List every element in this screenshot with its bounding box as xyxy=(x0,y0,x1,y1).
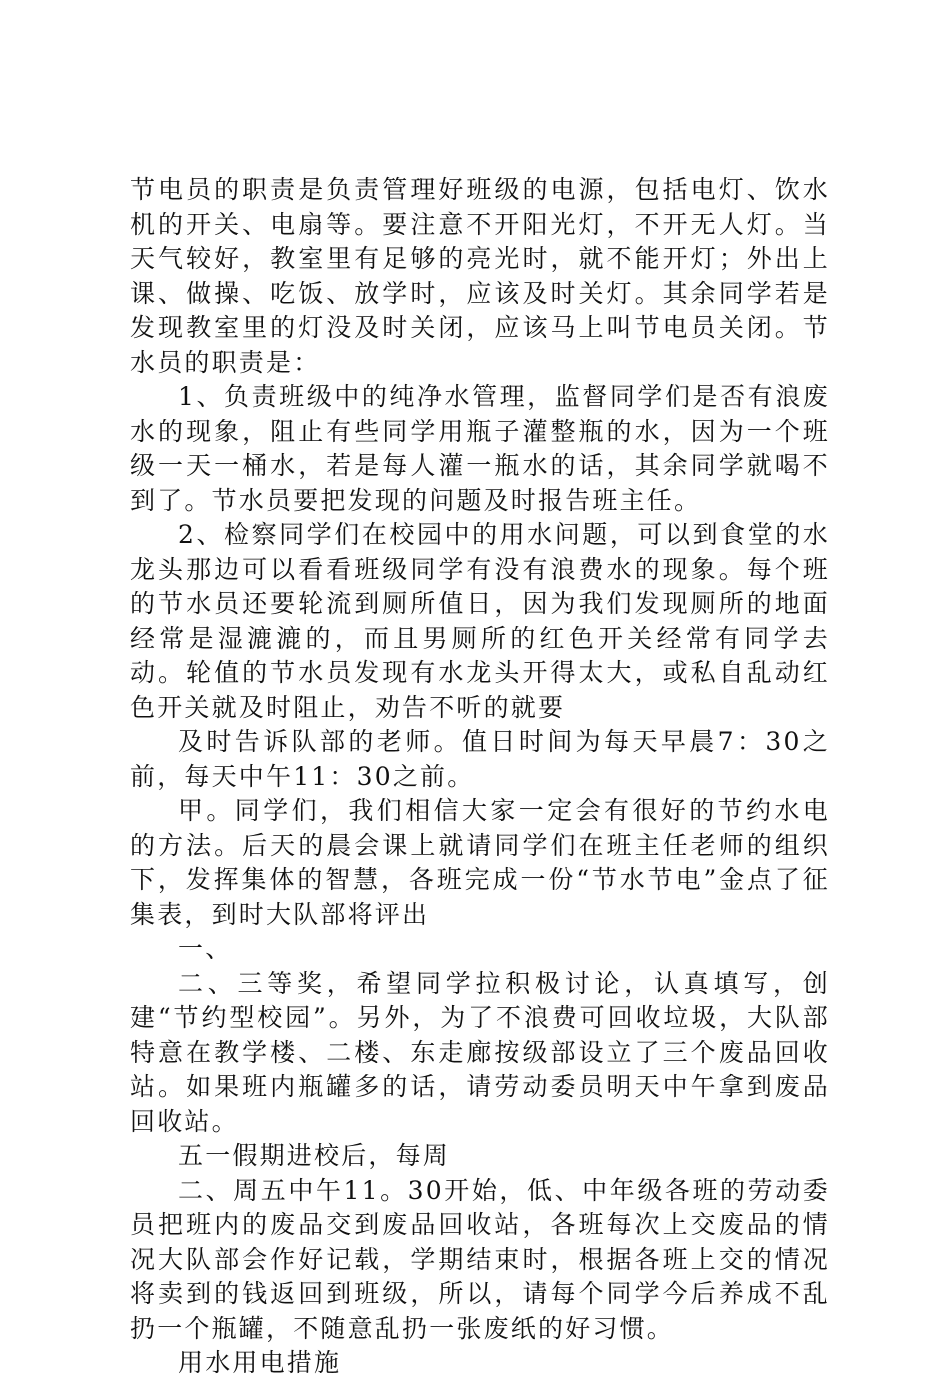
paragraph-5: 甲。同学们，我们相信大家一定会有很好的节约水电的方法。后天的晨会课上就请同学们在班主任老师的组织下，发挥集体的智慧，各班完成一份“节水节电”金点了征集表，到时大队部将评出 xyxy=(130,796,830,929)
paragraph-4: 及时告诉队部的老师。值日时间为每天早晨7：30之前，每天中午11：30之前。 xyxy=(130,727,830,791)
paragraph-8: 五一假期进校后，每周 xyxy=(178,1141,451,1170)
paragraph-7: 二、三等奖，希望同学拉积极讨论，认真填写，创建“节约型校园”。另外，为了不浪费可回收垃圾，大队部特意在教学楼、二楼、东走廊按级部设立了三个废品回收站。如果班内瓶罐多的话，请劳动委员明天中午拿到废品回收站。 xyxy=(130,968,830,1136)
paragraph-2: 1、负责班级中的纯净水管理，监督同学们是否有浪废水的现象，阻止有些同学用瓶子灌整瓶的水，因为一个班级一天一桶水，若是每人灌一瓶水的话，其余同学就喝不到了。节水员要把发现的问题及时报告班主任。 xyxy=(130,382,830,515)
document-body xyxy=(130,173,830,1381)
paragraph-10: 用水用电措施 xyxy=(178,1348,342,1377)
paragraph-9: 二、周五中午11。30开始，低、中年级各班的劳动委员把班内的废品交到废品回收站，各班每次上交废品的情况大队部会作好记载，学期结束时，根据各班上交的情况将卖到的钱返回到班级，所以，请每个同学今后养成不乱扔一个瓶罐，不随意乱扔一张废纸的好习惯。 xyxy=(130,1175,830,1343)
paragraph-1: 节电员的职责是负责管理好班级的电源，包括电灯、饮水机的开关、电扇等。要注意不开阳光灯，不开无人灯。当天气较好，教室里有足够的亮光时，就不能开灯；外出上课、做操、吃饭、放学时，应该及时关灯。其余同学若是发现教室里的灯没及时关闭，应该马上叫节电员关闭。节水员的职责是： xyxy=(130,175,830,377)
paragraph-6: 一、 xyxy=(178,934,233,963)
paragraph-3: 2、检察同学们在校园中的用水问题，可以到食堂的水龙头那边可以看看班级同学有没有浪费水的现象。每个班的节水员还要轮流到厕所值日，因为我们发现厕所的地面经常是湿漉漉的，而且男厕所的红色开关经常有同学去动。轮值的节水员发现有水龙头开得太大，或私自乱动红色开关就及时阻止，劝告不听的就要 xyxy=(130,520,830,722)
